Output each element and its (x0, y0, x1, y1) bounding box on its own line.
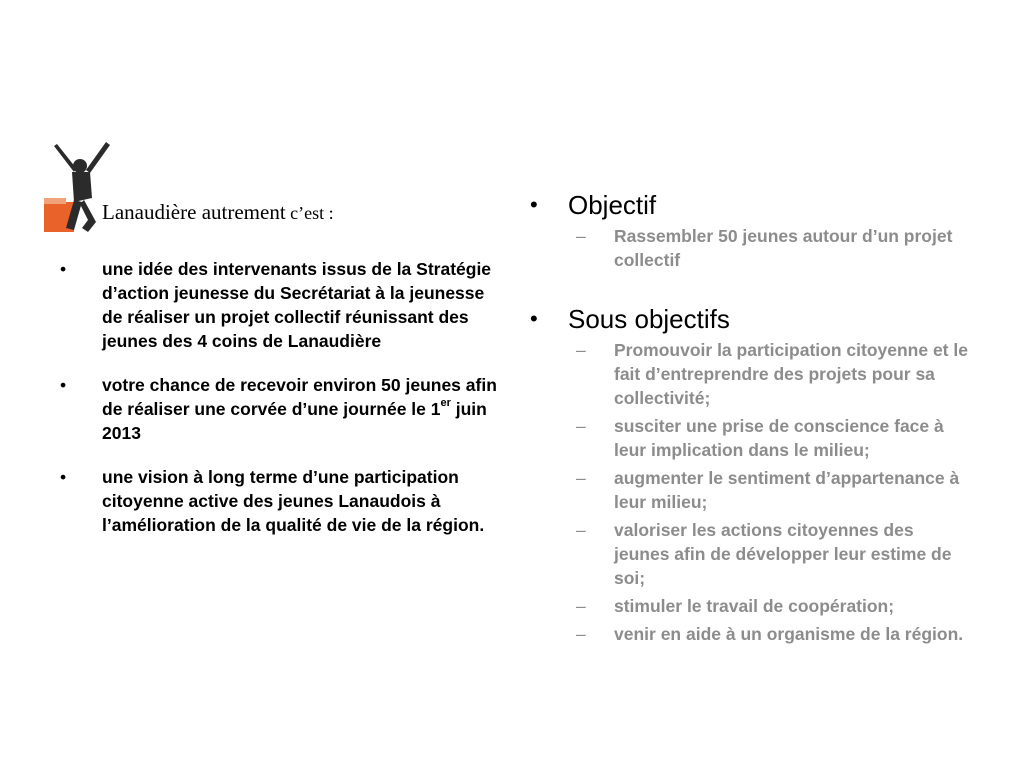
section-title-text: Objectif (568, 190, 657, 220)
left-bullet-text: votre chance de recevoir environ 50 jeunes afin de réaliser une corvée d’une journée le 1 (102, 375, 497, 419)
dash-icon: – (576, 340, 586, 360)
dash-icon: – (576, 468, 586, 488)
objectif-list (530, 224, 970, 272)
sub-list-item (576, 224, 970, 272)
sub-item-text: augmenter le sentiment d’appartenance à leur milieu; (614, 468, 960, 512)
sub-item-text: stimuler le travail de coopération; (614, 596, 895, 616)
sub-list-item (576, 414, 970, 462)
bullet-icon: • (530, 306, 538, 331)
sub-list-item (576, 622, 970, 646)
bullet-icon: • (60, 259, 67, 279)
right-column (530, 188, 970, 650)
sub-item-text: valoriser les actions citoyennes des jeunes afin de développer leur estime de soi; (614, 520, 952, 588)
sub-list-item (576, 338, 970, 410)
section-title-objectif (530, 188, 970, 222)
bullet-icon: • (60, 467, 67, 487)
heading-brand: Lanaudière autrement (102, 200, 286, 224)
left-bullet-item (60, 373, 500, 445)
dash-icon: – (576, 226, 586, 246)
dash-icon: – (576, 520, 586, 540)
sub-item-text: Rassembler 50 jeunes autour d’un projet collectif (614, 226, 953, 270)
left-bullet-item (60, 465, 500, 537)
sub-list-item (576, 466, 970, 514)
sub-item-text: venir en aide à un organisme de la région. (614, 624, 964, 644)
left-bullet-list (60, 257, 500, 557)
section-title-sous-objectifs (530, 302, 970, 336)
left-bullet-text-after: juin 2013 (102, 399, 487, 443)
sub-list-item (576, 518, 970, 590)
left-bullet-item (60, 257, 500, 353)
left-bullet-superscript: er (440, 397, 451, 410)
sub-item-text: susciter une prise de conscience face à leur implication dans le milieu; (614, 416, 944, 460)
section-title-text: Sous objectifs (568, 304, 730, 334)
sub-list-item (576, 594, 970, 618)
bullet-icon: • (530, 192, 538, 217)
sub-item-text: Promouvoir la participation citoyenne et le fait d’entreprendre des projets pour sa collectivité; (614, 340, 968, 408)
left-bullet-text: une idée des intervenants issus de la Stratégie d’action jeunesse du Secrétariat à la jeunesse de réaliser un projet collectif réunissant des jeunes des 4 coins de Lanaudière (102, 259, 492, 351)
dash-icon: – (576, 596, 586, 616)
left-bullet-text: une vision à long terme d’une participation citoyenne active des jeunes Lanaudois à l’amélioration de la qualité de vie de la région. (102, 467, 485, 535)
sous-objectifs-list (530, 338, 970, 646)
dash-icon: – (576, 624, 586, 644)
left-heading (102, 200, 334, 225)
section-gap (530, 276, 970, 302)
dash-icon: – (576, 416, 586, 436)
bullet-icon: • (60, 375, 67, 395)
heading-suffix: c’est : (285, 203, 334, 223)
